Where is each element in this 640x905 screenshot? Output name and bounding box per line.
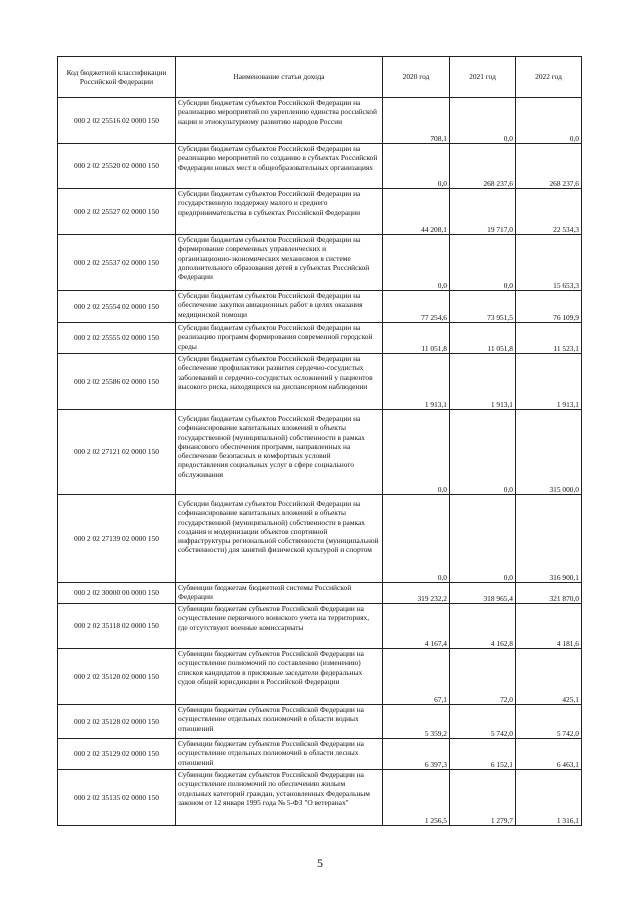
row-code: 000 2 02 30000 00 0000 150 xyxy=(58,583,176,604)
row-value-2021: 19 717,0 xyxy=(450,189,516,235)
row-name: Субвенции бюджетам бюджетной системы Российской Федерации xyxy=(176,583,383,604)
row-value-2020: 11 051,8 xyxy=(383,323,450,354)
row-value-2022: 1 316,1 xyxy=(516,770,582,826)
header-2022: 2022 год xyxy=(516,57,582,98)
row-value-2020: 77 254,6 xyxy=(383,291,450,323)
row-value-2021: 268 237,6 xyxy=(450,144,516,189)
row-value-2020: 319 232,2 xyxy=(383,583,450,604)
row-value-2020: 0,0 xyxy=(383,495,450,583)
row-code: 000 2 02 27139 02 0000 150 xyxy=(58,495,176,583)
row-name: Субвенции бюджетам субъектов Российской Федерации на осуществление отдельных полномочий в области водных отношений xyxy=(176,705,383,739)
table-row xyxy=(58,583,582,604)
row-code: 000 2 02 25555 02 0000 150 xyxy=(58,323,176,354)
table-row xyxy=(58,235,582,291)
row-value-2021: 1 913,1 xyxy=(450,354,516,410)
row-code: 000 2 02 35118 02 0000 150 xyxy=(58,604,176,649)
table-row xyxy=(58,98,582,144)
row-value-2021: 0,0 xyxy=(450,495,516,583)
row-name: Субсидии бюджетам субъектов Российской Федерации на обеспечение профилактики развития сердечно-сосудистых заболеваний и сердечно-сосудистых осложнений у пациентов высокого риска, находящихся на диспансерном наблюдении xyxy=(176,354,383,410)
row-value-2021: 6 152,1 xyxy=(450,739,516,770)
row-value-2022: 22 534,3 xyxy=(516,189,582,235)
table-row xyxy=(58,354,582,410)
row-name: Субсидии бюджетам субъектов Российской Федерации на софинансирование капитальных вложений в объекты государственной (муниципальной) собственности в рамках финансового обеспечения программ, направленных на обеспечение безопасных и комфортных условий предоставления социальных услуг в сфере социального обслуживания xyxy=(176,410,383,495)
table-row xyxy=(58,410,582,495)
row-value-2020: 0,0 xyxy=(383,144,450,189)
row-code: 000 2 02 25586 02 0000 150 xyxy=(58,354,176,410)
row-value-2022: 425,1 xyxy=(516,649,582,705)
row-code: 000 2 02 35135 02 0000 150 xyxy=(58,770,176,826)
header-code: Код бюджетной классификации Российской Федерации xyxy=(58,57,176,98)
header-2020: 2020 год xyxy=(383,57,450,98)
row-code: 000 2 02 35128 02 0000 150 xyxy=(58,705,176,739)
row-value-2022: 0,0 xyxy=(516,98,582,144)
row-value-2022: 1 913,1 xyxy=(516,354,582,410)
row-name: Субсидии бюджетам субъектов Российской Федерации на реализацию мероприятий по укреплению единства российской нации и этнокультурному развитию народов России xyxy=(176,98,383,144)
row-value-2022: 11 523,1 xyxy=(516,323,582,354)
table-row xyxy=(58,323,582,354)
row-name: Субсидии бюджетам субъектов Российской Федерации на государственную поддержку малого и среднего предпринимательства в субъектах Российской Федерации xyxy=(176,189,383,235)
row-value-2022: 15 653,3 xyxy=(516,235,582,291)
row-value-2020: 1 256,5 xyxy=(383,770,450,826)
table-row xyxy=(58,144,582,189)
row-value-2022: 6 463,1 xyxy=(516,739,582,770)
row-code: 000 2 02 25537 02 0000 150 xyxy=(58,235,176,291)
row-value-2022: 4 181,6 xyxy=(516,604,582,649)
row-value-2020: 0,0 xyxy=(383,410,450,495)
row-name: Субсидии бюджетам субъектов Российской Федерации на реализацию программ формирования современной городской среды xyxy=(176,323,383,354)
row-value-2020: 67,1 xyxy=(383,649,450,705)
table-row xyxy=(58,770,582,826)
row-value-2020: 44 208,1 xyxy=(383,189,450,235)
row-value-2021: 0,0 xyxy=(450,410,516,495)
row-value-2021: 318 965,4 xyxy=(450,583,516,604)
page-number: 5 xyxy=(317,856,323,870)
row-name: Субсидии бюджетам субъектов Российской Федерации на формирование современных управленческих и организационно-экономических механизмов в системе дополнительного образования детей в субъектах Российской Федерации xyxy=(176,235,383,291)
table-header-row xyxy=(58,57,582,98)
row-value-2021: 5 742,0 xyxy=(450,705,516,739)
row-value-2022: 76 109,9 xyxy=(516,291,582,323)
table-row xyxy=(58,739,582,770)
table-row xyxy=(58,495,582,583)
row-name: Субвенции бюджетам субъектов Российской Федерации на осуществление первичного воинского учета на территориях, где отсутствуют военные комиссариаты xyxy=(176,604,383,649)
row-code: 000 2 02 35129 02 0000 150 xyxy=(58,739,176,770)
row-value-2022: 316 900,1 xyxy=(516,495,582,583)
header-2021: 2021 год xyxy=(450,57,516,98)
row-value-2021: 0,0 xyxy=(450,98,516,144)
row-name: Субсидии бюджетам субъектов Российской Федерации на софинансирование капитальных вложений в объекты государственной (муниципальной) собственности в рамках создания и модернизации объектов спортивной инфраструктуры региональной собственности (муниципальной собственности) для занятий физической культурой и спортом xyxy=(176,495,383,583)
table-row xyxy=(58,649,582,705)
row-value-2021: 73 951,5 xyxy=(450,291,516,323)
row-code: 000 2 02 25516 02 0000 150 xyxy=(58,98,176,144)
table-row xyxy=(58,705,582,739)
row-value-2021: 1 279,7 xyxy=(450,770,516,826)
table-row xyxy=(58,291,582,323)
header-name: Наименование статьи дохода xyxy=(176,57,383,98)
row-value-2022: 268 237,6 xyxy=(516,144,582,189)
row-value-2021: 72,0 xyxy=(450,649,516,705)
row-value-2022: 5 742,0 xyxy=(516,705,582,739)
row-value-2020: 1 913,1 xyxy=(383,354,450,410)
row-value-2020: 4 167,4 xyxy=(383,604,450,649)
row-name: Субсидии бюджетам субъектов Российской Федерации на реализацию мероприятий по созданию в субъектах Российской Федерации новых мест в общеобразовательных организациях xyxy=(176,144,383,189)
row-value-2020: 0,0 xyxy=(383,235,450,291)
row-name: Субвенции бюджетам субъектов Российской Федерации на осуществление отдельных полномочий в области лесных отношений xyxy=(176,739,383,770)
row-value-2020: 708,1 xyxy=(383,98,450,144)
row-value-2020: 6 397,3 xyxy=(383,739,450,770)
row-value-2021: 4 162,8 xyxy=(450,604,516,649)
row-name: Субвенции бюджетам субъектов Российской Федерации на осуществление полномочий по обеспечению жильем отдельных категорий граждан, установленных Федеральным законом от 12 января 1995 года № 5-ФЗ "О ветеранах" xyxy=(176,770,383,826)
budget-revenue-table xyxy=(57,56,582,826)
row-code: 000 2 02 27121 02 0000 150 xyxy=(58,410,176,495)
table-row xyxy=(58,604,582,649)
row-name: Субсидии бюджетам субъектов Российской Федерации на обеспечение закупки авиационных работ в целях оказания медицинской помощи xyxy=(176,291,383,323)
row-value-2022: 321 870,0 xyxy=(516,583,582,604)
row-value-2020: 5 359,2 xyxy=(383,705,450,739)
table-row xyxy=(58,189,582,235)
row-value-2022: 315 000,0 xyxy=(516,410,582,495)
row-value-2021: 0,0 xyxy=(450,235,516,291)
row-code: 000 2 02 25554 02 0000 150 xyxy=(58,291,176,323)
row-code: 000 2 02 25520 02 0000 150 xyxy=(58,144,176,189)
row-value-2021: 11 051,8 xyxy=(450,323,516,354)
row-name: Субвенции бюджетам субъектов Российской Федерации на осуществление полномочий по составлению (изменению) списков кандидатов в присяжные заседатели федеральных судов общей юрисдикции в Российской Федерации xyxy=(176,649,383,705)
row-code: 000 2 02 25527 02 0000 150 xyxy=(58,189,176,235)
row-code: 000 2 02 35120 02 0000 150 xyxy=(58,649,176,705)
